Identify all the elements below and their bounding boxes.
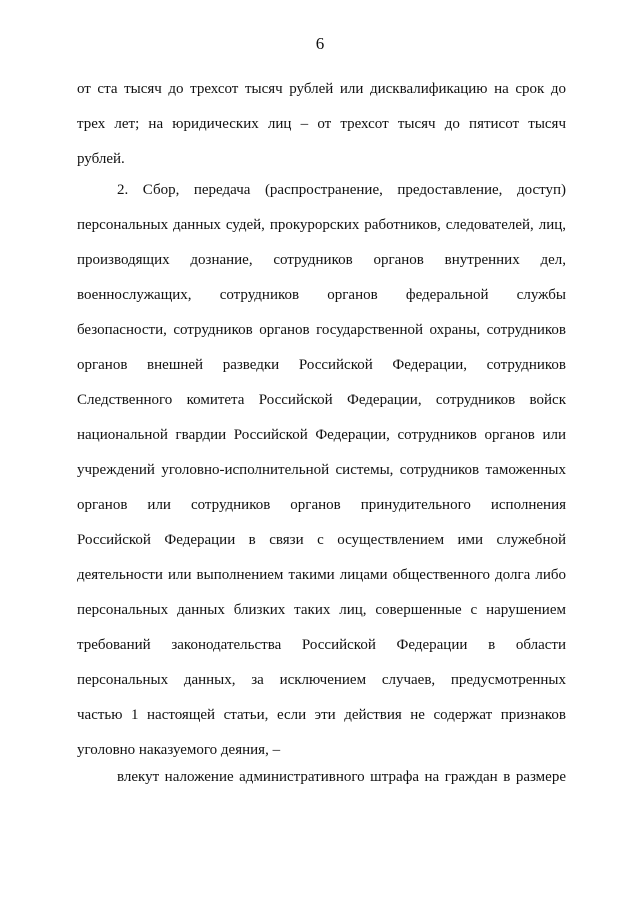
text-line: персональных данных близких таких лиц, совершенные с нарушением (77, 602, 566, 618)
text-line: требований законодательства Российской Федерации в области (77, 637, 566, 653)
paragraph-2 (77, 173, 566, 768)
text-line: влекут наложение административного штрафа на граждан в размере (117, 769, 566, 785)
continuation-paragraph (77, 72, 566, 177)
text-line: безопасности, сотрудников органов государственной охраны, сотрудников (77, 322, 566, 338)
text-line: Следственного комитета Российской Федерации, сотрудников войск (77, 392, 566, 408)
text-line: органов или сотрудников органов принудительного исполнения (77, 497, 566, 513)
text-line: учреждений уголовно-исполнительной системы, сотрудников таможенных (77, 462, 566, 478)
text-line: уголовно наказуемого деяния, – (77, 742, 281, 758)
text-line: рублей. (77, 151, 125, 167)
text-line: производящих дознание, сотрудников органов внутренних дел, (77, 252, 566, 268)
penalty-paragraph (77, 760, 566, 795)
text-line: трех лет; на юридических лиц – от трехсот тысяч до пятисот тысяч (77, 116, 566, 132)
text-line: частью 1 настоящей статьи, если эти действия не содержат признаков (77, 707, 566, 723)
text-line: деятельности или выполнением такими лицами общественного долга либо (77, 567, 566, 583)
text-line: от ста тысяч до трехсот тысяч рублей или дисквалификацию на срок до (77, 81, 566, 97)
text-line: персональных данных, за исключением случаев, предусмотренных (77, 672, 566, 688)
text-line: национальной гвардии Российской Федерации, сотрудников органов или (77, 427, 566, 443)
text-line: военнослужащих, сотрудников органов федеральной службы (77, 287, 566, 303)
text-line: органов внешней разведки Российской Федерации, сотрудников (77, 357, 566, 373)
text-line: 2. Сбор, передача (распространение, предоставление, доступ) (117, 182, 566, 198)
text-line: персональных данных судей, прокурорских работников, следователей, лиц, (77, 217, 566, 233)
page-number: 6 (315, 34, 325, 53)
text-line: Российской Федерации в связи с осуществлением ими служебной (77, 532, 566, 548)
